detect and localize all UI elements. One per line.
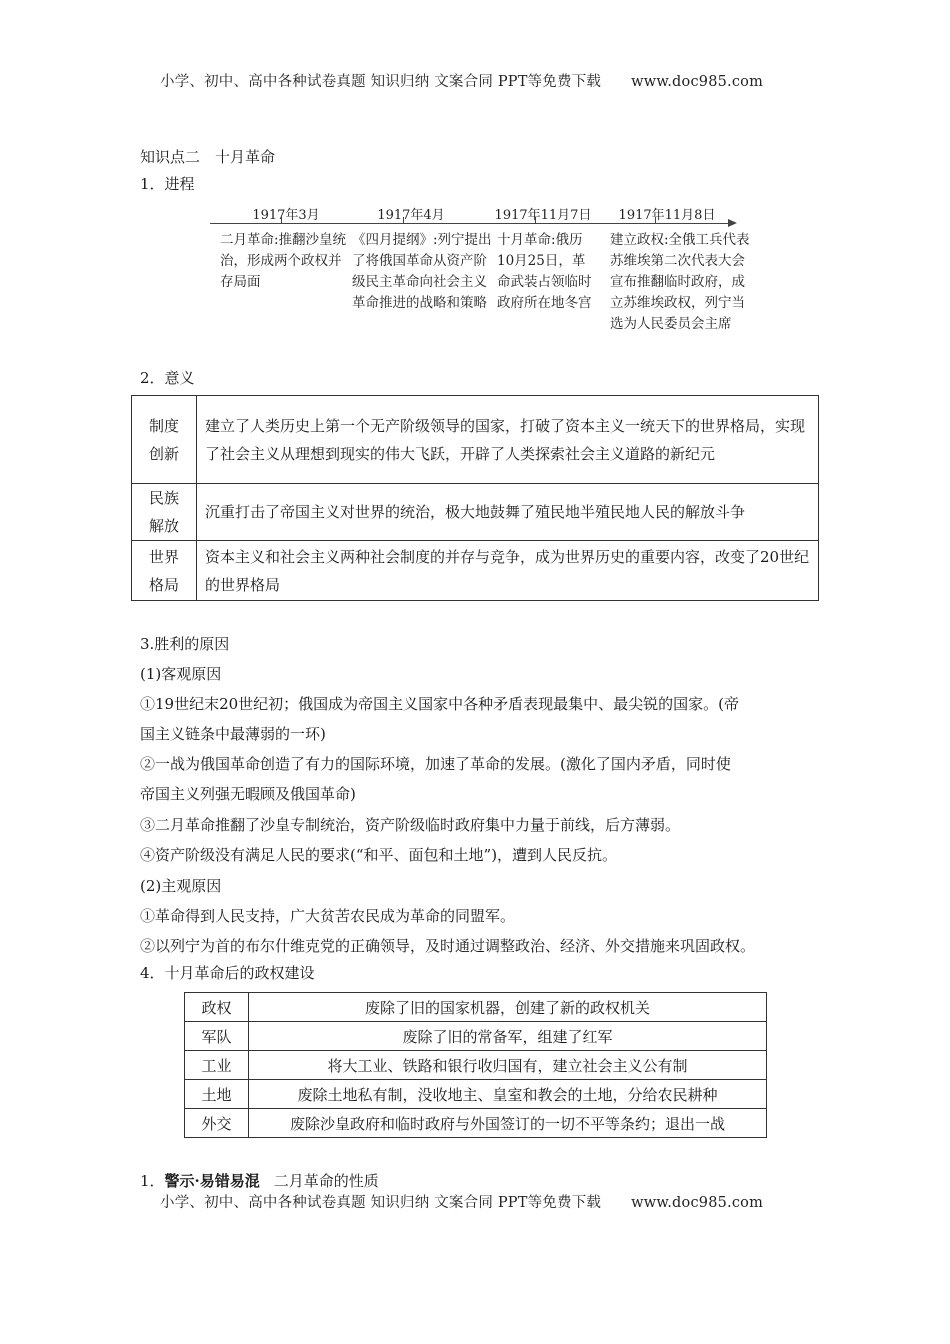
row-text: 沉重打击了帝国主义对世界的统治，极大地鼓舞了殖民地半殖民地人民的解放斗争 xyxy=(197,484,819,541)
arrow-right-icon xyxy=(728,219,737,227)
footer-text: 小学、初中、高中各种试卷真题 知识归纳 文案合同 PPT等免费下载 xyxy=(160,1195,602,1211)
section-title: 知识点二 十月革命 xyxy=(140,148,276,166)
row-label: 世界 格局 xyxy=(132,541,197,601)
header-url: www.doc985.com xyxy=(631,74,764,90)
reason-item: ④资产阶级没有满足人民的要求(“和平、面包和土地”)，遭到人民反抗。 xyxy=(140,846,618,864)
header-text: 小学、初中、高中各种试卷真题 知识归纳 文案合同 PPT等免费下载 xyxy=(160,74,602,90)
reason-item: ③二月革命推翻了沙皇专制统治，资产阶级临时政府集中力量于前线，后方薄弱。 xyxy=(140,816,681,834)
significance-table xyxy=(131,395,819,601)
reason-item: 帝国主义列强无暇顾及俄国革命) xyxy=(140,785,356,803)
page-footer xyxy=(160,1191,763,1212)
table-row xyxy=(132,396,819,484)
timeline-axis xyxy=(210,223,730,224)
row-label: 外交 xyxy=(185,1109,249,1138)
table-row xyxy=(185,1080,767,1109)
row-label: 土地 xyxy=(185,1080,249,1109)
table-row xyxy=(132,484,819,541)
power-building-table xyxy=(184,992,767,1138)
row-text: 将大工业、铁路和银行收归国有，建立社会主义公有制 xyxy=(249,1051,767,1080)
row-text: 废除了旧的常备军，组建了红军 xyxy=(249,1022,767,1051)
reason-item: ②以列宁为首的布尔什维克党的正确领导，及时通过调整政治、经济、外交措施来巩固政权。 xyxy=(140,937,756,955)
row-label: 民族 解放 xyxy=(132,484,197,541)
timeline-date: 1917年4月 xyxy=(377,208,445,223)
reason-item: 国主义链条中最薄弱的一环) xyxy=(140,725,326,743)
row-text: 废除了旧的国家机器，创建了新的政权机关 xyxy=(249,993,767,1022)
reason-item: ①革命得到人民支持，广大贫苦农民成为革命的同盟军。 xyxy=(140,907,516,925)
significance-heading: 2．意义 xyxy=(140,369,195,387)
objective-heading: (1)客观原因 xyxy=(140,665,222,683)
power-building-heading: 4．十月革命后的政权建设 xyxy=(140,964,315,982)
footer-url: www.doc985.com xyxy=(631,1195,764,1211)
row-text: 废除土地私有制，没收地主、皇室和教会的土地，分给农民耕种 xyxy=(249,1080,767,1109)
reasons-heading: 3.胜利的原因 xyxy=(140,635,230,653)
row-text: 废除沙皇政府和临时政府与外国签订的一切不平等条约；退出一战 xyxy=(249,1109,767,1138)
timeline-description: 十月革命:俄历10月25日，革命武装占领临时政府所在地冬宫 xyxy=(497,232,592,311)
timeline-date: 1917年11月7日 xyxy=(494,208,592,223)
reason-item: ①19世纪末20世纪初；俄国成为帝国主义国家中各种矛盾表现最集中、最尖锐的国家。(帝 xyxy=(140,695,740,713)
table-row xyxy=(185,993,767,1022)
timeline-description: 《四月提纲》:列宁提出了将俄国革命从资产阶级民主革命向社会主义革命推进的战略和策略 xyxy=(352,232,492,311)
timeline xyxy=(206,204,750,354)
warning-label: 警示·易错易混 xyxy=(164,1172,260,1190)
row-label: 工业 xyxy=(185,1051,249,1080)
warning-topic: 二月革命的性质 xyxy=(273,1172,379,1190)
reason-item: ②一战为俄国革命创造了有力的国际环境，加速了革命的发展。(激化了国内矛盾，同时使 xyxy=(140,755,731,773)
page-header xyxy=(160,70,763,91)
table-row xyxy=(185,1051,767,1080)
timeline-description: 建立政权:全俄工兵代表苏维埃第二次代表大会宣布推翻临时政府，成立苏维埃政权，列宁当选为人民委员会主席 xyxy=(610,232,750,332)
warning-number: 1． xyxy=(140,1172,165,1190)
subjective-heading: (2)主观原因 xyxy=(140,877,222,895)
timeline-date: 1917年11月8日 xyxy=(618,208,716,223)
progress-heading: 1．进程 xyxy=(140,175,195,193)
timeline-description: 二月革命:推翻沙皇统治，形成两个政权并存局面 xyxy=(220,232,347,290)
table-row xyxy=(185,1022,767,1051)
warning-line xyxy=(140,1170,379,1191)
timeline-date: 1917年3月 xyxy=(252,208,320,223)
row-label: 制度 创新 xyxy=(132,396,197,484)
row-label: 军队 xyxy=(185,1022,249,1051)
table-row xyxy=(185,1109,767,1138)
row-text: 建立了人类历史上第一个无产阶级领导的国家，打破了资本主义一统天下的世界格局，实现了社会主义从理想到现实的伟大飞跃，开辟了人类探索社会主义道路的新纪元 xyxy=(197,396,819,484)
table-row xyxy=(132,541,819,601)
row-label: 政权 xyxy=(185,993,249,1022)
row-text: 资本主义和社会主义两种社会制度的并存与竞争，成为世界历史的重要内容，改变了20世纪的世界格局 xyxy=(197,541,819,601)
